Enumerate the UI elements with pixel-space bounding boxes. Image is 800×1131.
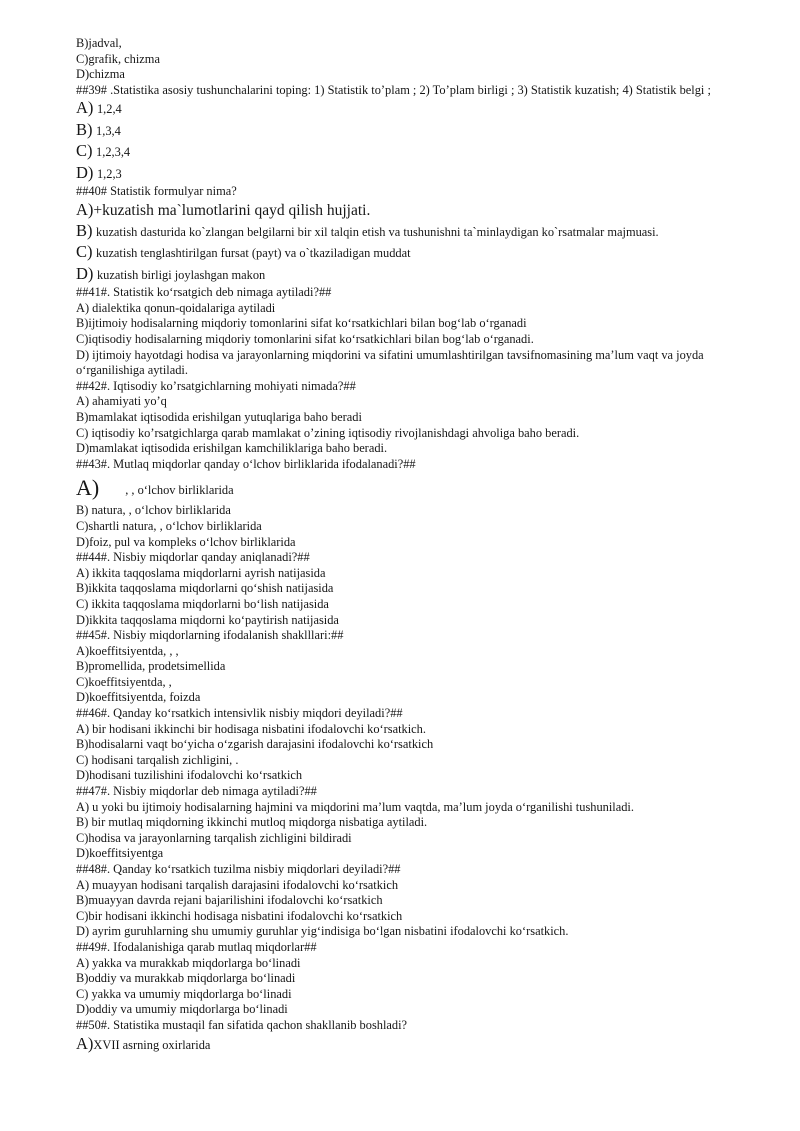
question-46: ##46#. Qanday ko‘rsatkich intensivlik nisbiy miqdori deyiladi?## bbox=[76, 706, 403, 721]
answer-option bbox=[76, 120, 756, 141]
option-text: XVII asrning oxirlarida bbox=[93, 1037, 211, 1052]
answer-option bbox=[76, 264, 756, 285]
answer-option: D)oddiy va umumiy miqdorlarga bo‘linadi bbox=[76, 1002, 288, 1017]
answer-option bbox=[76, 221, 756, 242]
answer-option: D)mamlakat iqtisodida erishilgan kamchiliklariga baho beradi. bbox=[76, 441, 388, 456]
answer-option: C)bir hodisani ikkinchi hodisaga nisbatini ifodalovchi ko‘rsatkich bbox=[76, 908, 403, 923]
option-marker: B) bbox=[76, 119, 93, 139]
answer-option: B)ijtimoiy hodisalarning miqdoriy tomonlarini sifat ko‘rsatkichlari bilan bog‘lab o‘rganadi bbox=[76, 316, 527, 331]
answer-option: D)koeffitsiyentga bbox=[76, 846, 164, 861]
answer-option: C)iqtisodiy hodisalarning miqdoriy tomonlarini sifat ko‘rsatkichlari bilan bog‘lab o‘rganadi. bbox=[76, 332, 534, 346]
question-44: ##44#. Nisbiy miqdorlar qanday aniqlanadi?## bbox=[76, 550, 310, 565]
option-marker: D) bbox=[76, 263, 94, 283]
option-marker: C) bbox=[76, 242, 93, 262]
answer-option: B)promellida, prodetsimellida bbox=[76, 659, 226, 674]
question-45: ##45#. Nisbiy miqdorlarning ifodalanish shaklllari:## bbox=[76, 628, 344, 643]
question-39: ##39# .Statistika asosiy tushunchalarini toping: 1) Statistik to’plam ; 2) To’plam birligi ; 3) Statistik kuzatish; 4) Statistik belgi ; bbox=[76, 82, 711, 97]
answer-option bbox=[76, 141, 756, 162]
answer-option: D) ijtimoiy hayotdagi hodisa va jarayonlarning miqdorini va sifatini umumlashtirilgan tavsifnomasining ma’lum vaqt va joyda o‘rganilishiga aytiladi. bbox=[76, 347, 704, 378]
answer-option: A) bir hodisani ikkinchi bir hodisaga nisbatini ifodalovchi ko‘rsatkich. bbox=[76, 721, 426, 736]
answer-option: C) hodisani tarqalish zichligini, . bbox=[76, 752, 239, 767]
answer-option: A)koeffitsiyentda, , , bbox=[76, 643, 179, 658]
answer-option: D)hodisani tuzilishini ifodalovchi ko‘rsatkich bbox=[76, 768, 303, 783]
answer-option: C)hodisa va jarayonlarning tarqalish zichligini bildiradi bbox=[76, 830, 352, 845]
option-marker: A) bbox=[76, 199, 94, 219]
answer-option: A) ahamiyati yo’q bbox=[76, 394, 167, 409]
answer-option: B)mamlakat iqtisodida erishilgan yutuqlariga baho beradi bbox=[76, 409, 362, 424]
document-page bbox=[76, 36, 756, 1055]
answer-option: C) iqtisodiy ko’rsatgichlarga qarab mamlakat o’zining iqtisodiy rivojlanishdagi ahvoliga baho beradi. bbox=[76, 425, 580, 440]
question-40: ##40# Statistik formulyar nima? bbox=[76, 184, 237, 198]
answer-option: C)shartli natura, , o‘lchov birliklarida bbox=[76, 518, 262, 533]
option-text: kuzatish tenglashtirilgan fursat (payt) va o`tkaziladigan muddat bbox=[96, 246, 411, 261]
question-48: ##48#. Qanday ko‘rsatkich tuzilma nisbiy miqdorlari deyiladi?## bbox=[76, 862, 401, 876]
answer-option: A) yakka va murakkab miqdorlarga bo‘linadi bbox=[76, 955, 301, 970]
question-47: ##47#. Nisbiy miqdorlar deb nimaga aytiladi?## bbox=[76, 784, 317, 799]
answer-option: A) muayyan hodisani tarqalish darajasini ifodalovchi ko‘rsatkich bbox=[76, 877, 399, 892]
option-marker: A) bbox=[76, 1033, 94, 1053]
answer-option bbox=[76, 98, 756, 119]
answer-option: B)oddiy va murakkab miqdorlarga bo‘linadi bbox=[76, 971, 296, 986]
question-41: ##41#. Statistik ko‘rsatgich deb nimaga aytiladi?## bbox=[76, 285, 332, 300]
answer-option bbox=[76, 242, 756, 263]
question-50: ##50#. Statistika mustaqil fan sifatida qachon shakllanib boshladi? bbox=[76, 1017, 408, 1032]
answer-option bbox=[76, 200, 756, 221]
question-43: ##43#. Mutlaq miqdorlar qanday o‘lchov birliklarida ifodalanadi?## bbox=[76, 456, 416, 471]
answer-option: C) yakka va umumiy miqdorlarga bo‘linadi bbox=[76, 986, 292, 1001]
answer-option bbox=[76, 475, 756, 503]
option-marker: B) bbox=[76, 221, 93, 240]
answer-option: B)jadval, bbox=[76, 36, 122, 50]
answer-option: C)koeffitsiyentda, , bbox=[76, 674, 172, 689]
answer-option: B) natura, , o‘lchov birliklarida bbox=[76, 503, 231, 518]
option-marker: D) bbox=[76, 162, 94, 182]
answer-option bbox=[76, 163, 756, 184]
option-text: , , o‘lchov birliklarida bbox=[125, 483, 234, 498]
option-text: 1,2,3 bbox=[96, 166, 122, 181]
option-text: kuzatish dasturida ko`zlangan belgilarni bir xil talqin etish va tushunishni ta`minlaydigan ko`rsatmalar majmuasi. bbox=[96, 225, 659, 239]
option-text: 1,3,4 bbox=[96, 123, 121, 138]
option-text: 1,2,3,4 bbox=[96, 145, 131, 160]
answer-option: A) ikkita taqqoslama miqdorlarni ayrish natijasida bbox=[76, 565, 326, 580]
question-49: ##49#. Ifodalanishiga qarab mutlaq miqdorlar## bbox=[76, 939, 317, 954]
answer-option bbox=[76, 1034, 756, 1055]
answer-option: D)ikkita taqqoslama miqdorni ko‘paytirish natijasida bbox=[76, 612, 339, 627]
answer-option: D)foiz, pul va kompleks o‘lchov birliklarida bbox=[76, 534, 296, 549]
option-text: 1,2,4 bbox=[96, 102, 122, 117]
answer-option: B)muayyan davrda rejani bajarilishini ifodalovchi ko‘rsatkich bbox=[76, 893, 383, 908]
answer-option: B) bir mutlaq miqdorning ikkinchi mutloq miqdorga nisbatiga aytiladi. bbox=[76, 815, 428, 830]
option-text: kuzatish birligi joylashgan makon bbox=[96, 267, 266, 282]
answer-option: C) ikkita taqqoslama miqdorlarni bo‘lish natijasida bbox=[76, 596, 329, 611]
option-marker: A) bbox=[76, 475, 100, 501]
answer-option: B)ikkita taqqoslama miqdorlarni qo‘shish natijasida bbox=[76, 581, 334, 596]
answer-option: D)chizma bbox=[76, 67, 125, 82]
answer-option: C)grafik, chizma bbox=[76, 51, 160, 66]
answer-option: D) ayrim guruhlarning shu umumiy guruhlar yig‘indisiga bo‘lgan nisbatini ifodalovchi ko‘rsatkich. bbox=[76, 924, 569, 939]
option-marker: A) bbox=[76, 98, 94, 118]
answer-option: D)koeffitsiyentda, foizda bbox=[76, 690, 201, 705]
answer-option: B)hodisalarni vaqt bo‘yicha o‘zgarish darajasini ifodalovchi ko‘rsatkich bbox=[76, 737, 434, 752]
option-text: +kuzatish ma`lumotlarini qayd qilish hujjati. bbox=[93, 201, 371, 219]
answer-option: A) dialektika qonun-qoidalariga aytiladi bbox=[76, 300, 276, 315]
answer-option: A) u yoki bu ijtimoiy hodisalarning hajmini va miqdorini ma’lum vaqtda, ma’lum joyda o‘rganilishi tushuniladi. bbox=[76, 799, 634, 814]
option-marker: C) bbox=[76, 141, 93, 161]
question-42: ##42#. Iqtisodiy ko’rsatgichlarning mohiyati nimada?## bbox=[76, 378, 356, 393]
